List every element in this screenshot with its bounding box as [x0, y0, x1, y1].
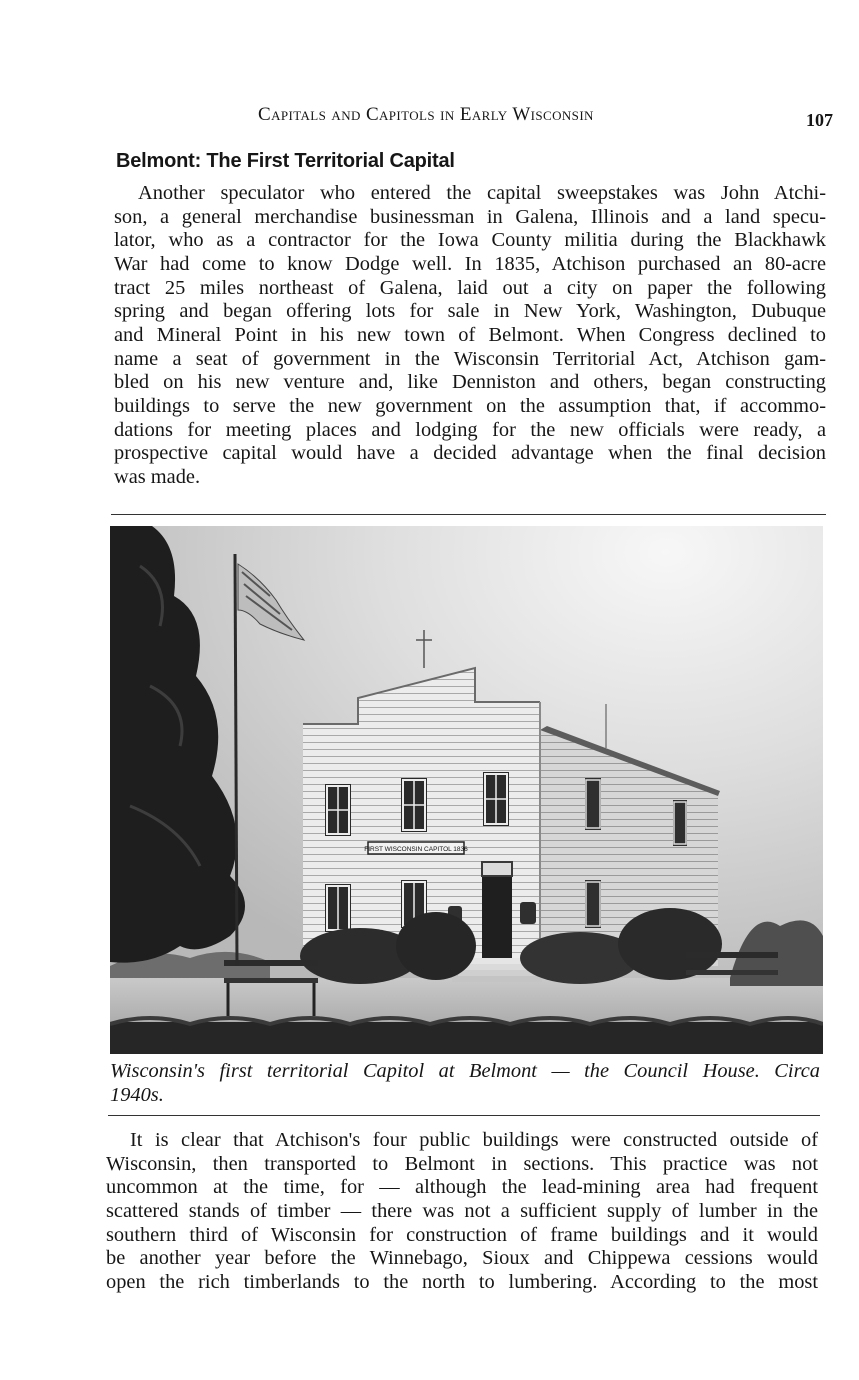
paragraph-line: name a seat of government in the Wisconsin Territorial Act, Atchison gam- [114, 347, 826, 370]
caption-line: Wisconsin's first territorial Capitol at Belmont — the Council House. Circa [110, 1060, 820, 1082]
paragraph-line: and Mineral Point in his new town of Belmont. When Congress declined to [114, 323, 826, 346]
capitol-photo [110, 526, 823, 1054]
paragraph-line: dations for meeting places and lodging for the new officials were ready, a [114, 418, 826, 441]
paragraph-line: lator, who as a contractor for the Iowa County militia during the Blackhawk [114, 229, 826, 252]
paragraph-line: It is clear that Atchison's four public buildings were constructed outside of [130, 1129, 818, 1151]
paragraph-line: buildings to serve the new government on the assumption that, if accommo- [114, 394, 826, 417]
paragraph-line: be another year before the Winnebago, Sioux and Chippewa cessions would [106, 1247, 818, 1270]
transom [482, 862, 512, 876]
window [673, 800, 687, 846]
capitol-sign-text: FIRST WISCONSIN CAPITOL 1836 [364, 846, 468, 853]
paragraph-line: spring and began offering lots for sale in New York, Washington, Dubuque [114, 300, 826, 323]
caption-line: 1940s. [110, 1083, 164, 1106]
paragraph-line: southern third of Wisconsin for construction of frame buildings and it would [106, 1223, 818, 1246]
flagpole [235, 554, 237, 966]
bottom-rule [108, 1115, 820, 1116]
window [401, 778, 427, 832]
window [325, 784, 351, 836]
paragraph-line: tract 25 miles northeast of Galena, laid out a city on paper the following [114, 276, 826, 299]
paragraph-line: prospective capital would have a decided advantage when the final decision [114, 442, 826, 465]
paragraph-line: was made. [114, 465, 201, 488]
window [483, 772, 509, 826]
paragraph-line: Another speculator who entered the capital sweepstakes was John Atchi- [138, 182, 826, 204]
page-number: 107 [806, 110, 833, 130]
section-heading: Belmont: The First Territorial Capital [116, 150, 455, 172]
photo-caption [110, 1060, 820, 1107]
running-head: Capitals and Capitols in Early Wisconsin [258, 104, 594, 125]
paragraph-line: War had come to know Dodge well. In 1835, Atchison purchased an 80-acre [114, 252, 826, 275]
top-rule [111, 514, 826, 515]
plaque [520, 902, 536, 924]
window [585, 880, 601, 928]
foreground-hedge [110, 1022, 823, 1054]
paragraph-line: uncommon at the time, for — although the lead-mining area had frequent [106, 1176, 818, 1199]
window [325, 884, 351, 932]
paragraph-line: open the rich timberlands to the north to lumbering. According to the most [106, 1270, 818, 1293]
body-paragraph-1 [114, 182, 826, 490]
paragraph-line: scattered stands of timber — there was not a sufficient supply of lumber in the [106, 1199, 818, 1222]
paragraph-line: son, a general merchandise businessman in Galena, Illinois and a land specu- [114, 205, 826, 228]
body-paragraph-2 [106, 1129, 818, 1295]
paragraph-line: Wisconsin, then transported to Belmont in sections. This practice was not [106, 1152, 818, 1175]
window [585, 778, 601, 830]
paragraph-line: bled on his new venture and, like Denniston and others, began constructing [114, 371, 826, 394]
